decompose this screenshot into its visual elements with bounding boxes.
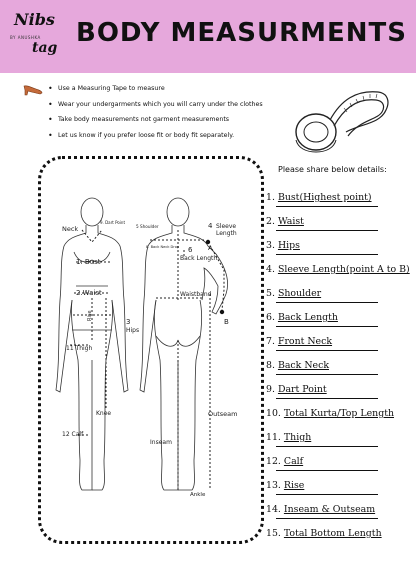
label-back-neck-drop: 8. Back Neck Drop	[146, 245, 180, 249]
answer-line[interactable]	[276, 206, 378, 207]
detail-number: 7.	[266, 336, 275, 347]
answer-line[interactable]	[276, 350, 378, 351]
label-outseam: Outseam	[208, 410, 238, 418]
detail-label: Rise	[283, 480, 305, 491]
label-inseam: Inseam	[150, 439, 172, 446]
measuring-tape-icon	[286, 80, 396, 160]
detail-label: Hips	[277, 240, 300, 251]
tip-item: • Let us know if you prefer loose fit or body fit separately.	[48, 131, 263, 140]
detail-item	[266, 288, 410, 312]
detail-number: 13.	[266, 480, 281, 491]
detail-label: Bust(Highest point)	[277, 192, 372, 203]
measuring-tips-list	[48, 84, 263, 146]
label-dart-point: 9. Dart Point	[100, 220, 126, 225]
label-rise: Rise	[87, 310, 93, 321]
details-list	[266, 192, 410, 552]
detail-item	[266, 480, 410, 504]
detail-label: Calf	[283, 456, 304, 467]
detail-item	[266, 360, 410, 384]
detail-item	[266, 432, 410, 456]
answer-line[interactable]	[276, 254, 378, 255]
detail-number: 4.	[266, 264, 275, 275]
detail-item	[266, 456, 410, 480]
logo-small-text: BY ANUSHKA	[10, 35, 41, 40]
detail-number: 14.	[266, 504, 281, 515]
detail-number: 9.	[266, 384, 275, 395]
detail-item	[266, 384, 410, 408]
logo-line-2: tag	[32, 40, 58, 56]
label-sleeve-length-2: Length	[216, 230, 237, 237]
detail-label: Shoulder	[277, 288, 322, 299]
tip-item: • Use a Measuring Tape to measure	[48, 84, 263, 93]
heel-shoe-icon	[22, 83, 44, 97]
detail-label: Front Neck	[277, 336, 333, 347]
detail-label: Total Bottom Length	[283, 528, 382, 539]
label-neck: Neck	[62, 225, 79, 233]
back-body-figure	[140, 198, 228, 490]
detail-label: Back Length	[277, 312, 338, 323]
detail-item	[266, 192, 410, 216]
detail-label: Waist	[277, 216, 304, 227]
detail-number: 2.	[266, 216, 275, 227]
detail-number: 12.	[266, 456, 281, 467]
detail-number: 1.	[266, 192, 275, 203]
detail-number: 3.	[266, 240, 275, 251]
detail-number: 5.	[266, 288, 275, 299]
front-body-figure	[56, 198, 131, 490]
answer-line[interactable]	[276, 398, 378, 399]
label-sleeve-length: Sleeve	[216, 223, 237, 230]
label-point-b: B	[224, 318, 229, 326]
label-thigh: 11 Thigh	[66, 345, 93, 352]
back-measure-lines	[150, 230, 224, 492]
detail-label: Total Kurta/Top Length	[283, 408, 395, 419]
share-prompt: Please share below details:	[278, 165, 387, 174]
tip-item: • Wear your undergarments which you will carry under the clothes	[48, 100, 263, 109]
logo-line-1: Nibs	[14, 10, 55, 29]
detail-item	[266, 264, 410, 288]
detail-item	[266, 408, 410, 432]
detail-item	[266, 528, 410, 552]
label-shoulder: 5 Shoulder	[136, 224, 159, 229]
detail-item	[266, 216, 410, 240]
answer-line[interactable]	[276, 494, 378, 495]
detail-item	[266, 312, 410, 336]
answer-line[interactable]	[276, 470, 378, 471]
header-banner	[0, 0, 416, 73]
detail-number: 15.	[266, 528, 281, 539]
answer-line[interactable]	[276, 326, 378, 327]
detail-label: Dart Point	[277, 384, 327, 395]
detail-number: 10.	[266, 408, 281, 419]
detail-label: Sleeve Length(point A to B)	[277, 264, 410, 275]
label-bust: 1. Bust	[76, 258, 101, 266]
brand-logo	[10, 10, 72, 66]
label-waistband: Waistband	[180, 291, 212, 298]
detail-label: Back Neck	[277, 360, 330, 371]
tip-item: • Take body measurements not garment measurements	[48, 115, 263, 124]
label-back-length: Back Length	[180, 255, 218, 262]
point-b-marker	[220, 310, 224, 314]
label-calf: 12 Calf	[62, 431, 84, 438]
label-waist: 2.Waist	[76, 289, 102, 297]
label-hips: Hips	[126, 327, 140, 334]
detail-item	[266, 336, 410, 360]
label-hips-number: 3	[126, 318, 131, 326]
detail-number: 6.	[266, 312, 275, 323]
page-title: BODY MEASURMENTS	[76, 18, 407, 48]
label-sleeve-number: 4	[208, 222, 213, 230]
answer-line[interactable]	[276, 230, 378, 231]
detail-number: 11.	[266, 432, 281, 443]
answer-line[interactable]	[276, 374, 378, 375]
detail-label: Thigh	[283, 432, 312, 443]
detail-item	[266, 240, 410, 264]
label-point-a: A	[208, 244, 213, 252]
detail-item	[266, 504, 410, 528]
detail-label: Inseam & Outseam	[283, 504, 376, 515]
label-knee: Knee	[96, 410, 112, 417]
body-measurement-diagram	[40, 190, 258, 500]
detail-number: 8.	[266, 360, 275, 371]
label-back-length-number: 6	[188, 246, 193, 254]
label-ankle: Ankle	[190, 492, 206, 498]
answer-line[interactable]	[276, 518, 378, 519]
answer-line[interactable]	[276, 302, 378, 303]
answer-line[interactable]	[276, 446, 378, 447]
